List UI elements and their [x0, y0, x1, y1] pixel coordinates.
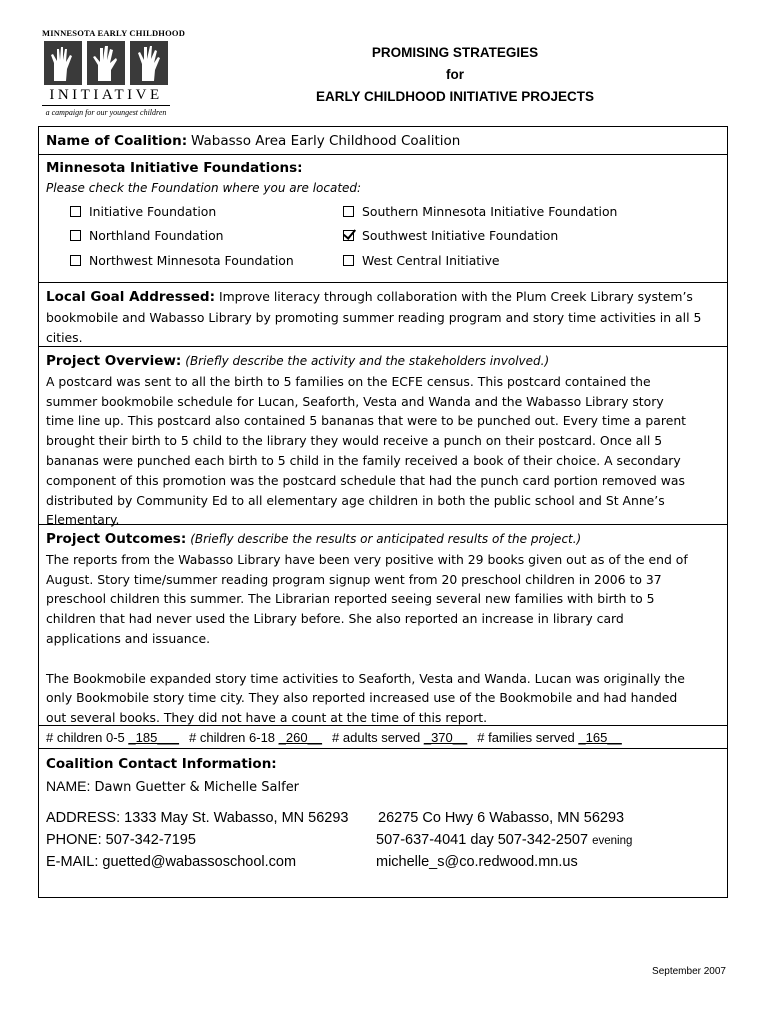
- phone-value-2-suffix: evening: [592, 834, 633, 847]
- coalition-section: [39, 127, 727, 155]
- outcomes-heading: [46, 529, 721, 550]
- foundation-label: Southwest Initiative Foundation: [362, 227, 559, 243]
- outcomes-line: The reports from the Wabasso Library have been very positive with 29 books given out as of the end of: [46, 551, 688, 567]
- stat-families-served: [477, 728, 622, 748]
- logo-hands: [42, 41, 170, 85]
- stat-children-6-18: [189, 728, 322, 748]
- checkbox[interactable]: [70, 255, 81, 266]
- logo-tagline: a campaign for our youngest children: [45, 108, 167, 117]
- foundations-section: [39, 155, 727, 283]
- outcomes-line: children that had never used the Library before. She also reported an increase in library card: [46, 611, 624, 627]
- address-label: ADDRESS:: [46, 809, 121, 826]
- contact-phone-line: [46, 829, 721, 851]
- overview-line: component of this promotion was the postcard schedule that had the punch card portion removed was: [46, 472, 685, 488]
- title-line-3: EARLY CHILDHOOD INITIATIVE PROJECTS: [315, 89, 595, 104]
- spacer: [46, 799, 721, 807]
- hand-icon: [87, 41, 125, 85]
- outcomes-label: Project Outcomes:: [46, 531, 187, 547]
- hand-icon: [130, 41, 168, 85]
- stats-section: [39, 725, 727, 749]
- foundation-option-northland[interactable]: [70, 226, 224, 246]
- name-label: NAME:: [46, 777, 91, 794]
- foundations-instruction: Please check the Foundation where you are located:: [46, 180, 362, 195]
- outcomes-line: preschool children this summer. The Librarian reported seeing several new families with birth to 5: [46, 591, 655, 607]
- stat-value: _185___: [128, 730, 180, 745]
- overview-line: Elementary.: [46, 512, 120, 528]
- overview-line: time line up. This postcard also contained 5 bananas that were to be punched out. Every time a parent: [46, 413, 687, 429]
- goal-text-3: cities.: [46, 329, 83, 345]
- goal-text-1: Improve literacy through collaboration with the Plum Creek Library system’s: [218, 289, 693, 304]
- title-line-2: for: [446, 67, 464, 82]
- title-line-1: PROMISING STRATEGIES: [371, 45, 539, 60]
- stat-label: # children 6-18: [189, 730, 276, 745]
- coalition-label: Name of Coalition:: [46, 133, 188, 149]
- stat-label: # children 0-5: [46, 730, 125, 745]
- footer-date: September 2007: [652, 966, 726, 977]
- address-value-2: 26275 Co Hwy 6 Wabasso, MN 56293: [378, 809, 625, 826]
- stats-row: [46, 728, 721, 748]
- foundation-option-west-central[interactable]: [343, 251, 500, 271]
- stat-label: # families served: [477, 730, 575, 745]
- checkbox[interactable]: [343, 206, 354, 217]
- overview-section: [39, 347, 727, 528]
- contact-label: Coalition Contact Information:: [46, 756, 277, 772]
- goal-label: Local Goal Addressed:: [46, 289, 215, 305]
- foundations-label: Minnesota Initiative Foundations:: [46, 160, 303, 176]
- stat-value: _370__: [423, 730, 468, 745]
- email-value: guetted@wabassoschool.com: [102, 853, 297, 870]
- form-frame: [38, 126, 728, 898]
- foundation-label: Northwest Minnesota Foundation: [89, 252, 294, 268]
- outcomes-line: [46, 649, 721, 669]
- contact-name-line: [46, 775, 721, 799]
- email-value-2: michelle_s@co.redwood.mn.us: [376, 853, 578, 870]
- overview-line: distributed by Community Ed to all elementary age children in both the public school and St Anne’s: [46, 492, 665, 508]
- overview-label: Project Overview:: [46, 353, 182, 369]
- stat-label: # adults served: [332, 730, 421, 745]
- phone-value-2-group: [376, 829, 632, 852]
- document-title: [280, 42, 630, 108]
- overview-line: brought their birth to 5 child to the library they would receive a punch on their postcard. Once all 5: [46, 433, 663, 449]
- outcomes-line: out several books. They did not have a count at the time of this report.: [46, 710, 488, 726]
- foundation-label: Southern Minnesota Initiative Foundation: [362, 203, 618, 219]
- foundation-label: Northland Foundation: [89, 227, 224, 243]
- phone-value-2: 507-637-4041 day 507-342-2507: [376, 831, 589, 848]
- address-value: 1333 May St. Wabasso, MN 56293: [124, 809, 349, 826]
- foundation-label: Initiative Foundation: [89, 203, 217, 219]
- overview-heading: [46, 351, 721, 372]
- coalition-value: Wabasso Area Early Childhood Coalition: [191, 133, 461, 149]
- email-label: E-MAIL:: [46, 853, 99, 870]
- outcomes-section: [39, 525, 727, 726]
- stat-children-0-5: [46, 728, 179, 748]
- foundations-grid: [46, 199, 721, 275]
- goal-text-2: bookmobile and Wabasso Library by promoting summer reading program and story time activities in all 5: [46, 309, 702, 325]
- contact-address-line: [46, 807, 721, 829]
- checkbox[interactable]: [70, 206, 81, 217]
- outcomes-line: only Bookmobile story time city. They also reported increased use of the Bookmobile and had handed: [46, 690, 678, 706]
- overview-line: bananas were punched each birth to 5 child in the family received a book of their choice. A secondary: [46, 452, 681, 468]
- goal-section: [39, 283, 727, 347]
- logo-wordmark: INITIATIVE: [42, 87, 170, 106]
- logo-org-name: MINNESOTA EARLY CHILDHOOD: [42, 28, 186, 38]
- hand-icon: [44, 41, 82, 85]
- outcomes-line: applications and issuance.: [46, 630, 211, 646]
- stat-value: _260__: [278, 730, 323, 745]
- foundation-option-southwest[interactable]: [343, 226, 558, 246]
- overview-line: A postcard was sent to all the birth to 5 families on the ECFE census. This postcard contained the: [46, 373, 651, 389]
- foundation-label: West Central Initiative: [362, 252, 500, 268]
- overview-line: summer bookmobile schedule for Lucan, Seaforth, Vesta and Wanda and the Wabasso Library story: [46, 393, 664, 409]
- logo: [42, 28, 186, 117]
- checkbox-checked[interactable]: [343, 230, 354, 241]
- contact-email-line: [46, 851, 721, 873]
- goal-line-1: [46, 287, 721, 308]
- checkbox[interactable]: [343, 255, 354, 266]
- overview-hint: (Briefly describe the activity and the stakeholders involved.): [185, 354, 550, 368]
- name-value: Dawn Guetter & Michelle Salfer: [94, 779, 300, 795]
- foundation-option-northwest[interactable]: [70, 251, 294, 271]
- outcomes-line: The Bookmobile expanded story time activities to Seaforth, Vesta and Wanda. Lucan was originally the: [46, 670, 685, 686]
- stat-adults-served: [332, 728, 467, 748]
- checkbox[interactable]: [70, 230, 81, 241]
- phone-label: PHONE:: [46, 831, 102, 848]
- outcomes-line: August. Story time/summer reading program signup went from 20 preschool children in 2006 to 37: [46, 571, 662, 587]
- contact-section: [39, 749, 727, 897]
- phone-value: 507-342-7195: [105, 831, 196, 848]
- foundation-option-southern[interactable]: [343, 202, 617, 222]
- outcomes-hint: (Briefly describe the results or anticipated results of the project.): [190, 532, 582, 546]
- foundation-option-initiative[interactable]: [70, 202, 216, 222]
- stat-value: _165__: [578, 730, 622, 745]
